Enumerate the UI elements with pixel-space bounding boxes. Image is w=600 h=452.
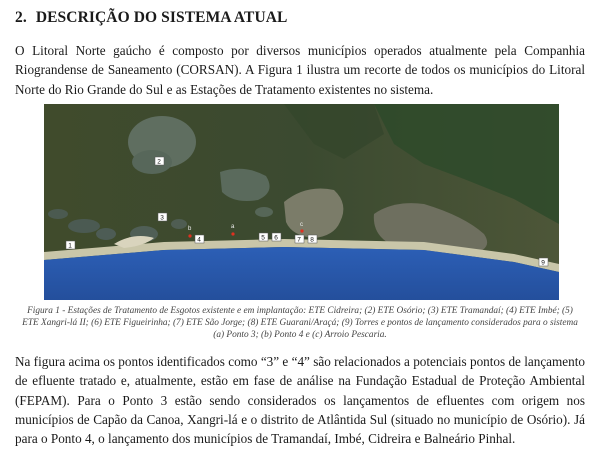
satellite-map-figure	[44, 104, 559, 300]
section-title: DESCRIÇÃO DO SISTEMA ATUAL	[35, 9, 288, 26]
point-letter-b: b	[188, 226, 192, 232]
svg-text:3: 3	[160, 214, 164, 222]
marker-1	[66, 241, 75, 249]
marker-6	[272, 233, 281, 241]
svg-text:1: 1	[68, 242, 72, 250]
figure-caption: Figura 1 - Estações de Tratamento de Esgotos existente e em implantação: ETE Cidreira; (2) ETE Osório; (3) ETE Tramandaí; (4) ETE Imbé; (5) ETE Xangri-lá II; (6) ETE Figueirinha; (7) ETE São Jorge; (8) ETE Guarani/Araçá; (9) Torres e pontos de lançamento considerados para o sistema (a) Ponto 3; (b) Ponto 4 e (c) Arroio Pescaria.	[22, 306, 578, 341]
marker-5	[259, 233, 268, 241]
svg-text:6: 6	[274, 234, 278, 242]
marker-2	[155, 157, 164, 165]
svg-text:4: 4	[197, 236, 201, 244]
satellite-map	[44, 104, 559, 300]
marker-3	[158, 213, 167, 221]
svg-text:7: 7	[297, 236, 301, 244]
marker-9	[539, 258, 548, 266]
intro-paragraph: O Litoral Norte gaúcho é composto por diversos municípios operados atualmente pela Companhia Riograndense de Saneamento (CORSAN). A Figura 1 ilustra um recorte de todos os municípios do Litoral Norte do Rio Grande do Sul e as Estações de Tratamento existentes no sistema.	[15, 43, 585, 97]
point-letter-c: c	[300, 222, 303, 228]
point-letter-a: a	[231, 224, 235, 230]
section-number: 2.	[15, 9, 27, 26]
svg-text:9: 9	[541, 259, 545, 267]
section-heading	[15, 9, 288, 27]
svg-text:2: 2	[157, 158, 161, 166]
marker-8	[308, 235, 317, 243]
svg-text:5: 5	[261, 234, 265, 242]
svg-text:8: 8	[310, 236, 314, 244]
body-paragraph: Na figura acima os pontos identificados como “3” e “4” são relacionados a potenciais pontos de lançamento de efluente tratado e, atualmente, estão em fase de análise na Fundação Estadual de Proteção Ambiental (FEPAM). Para o Ponto 3 estão sendo considerados os lançamentos de efluentes com origem nos municípios de Capão da Canoa, Xangri-lá e o distrito de Atlântida Sul (situado no município de Osório). Já para o Ponto 4, o lançamento dos municípios de Tramandaí, Imbé, Cidreira e Balneário Pinhal.	[15, 354, 585, 447]
marker-7	[295, 235, 304, 243]
marker-4	[195, 235, 204, 243]
